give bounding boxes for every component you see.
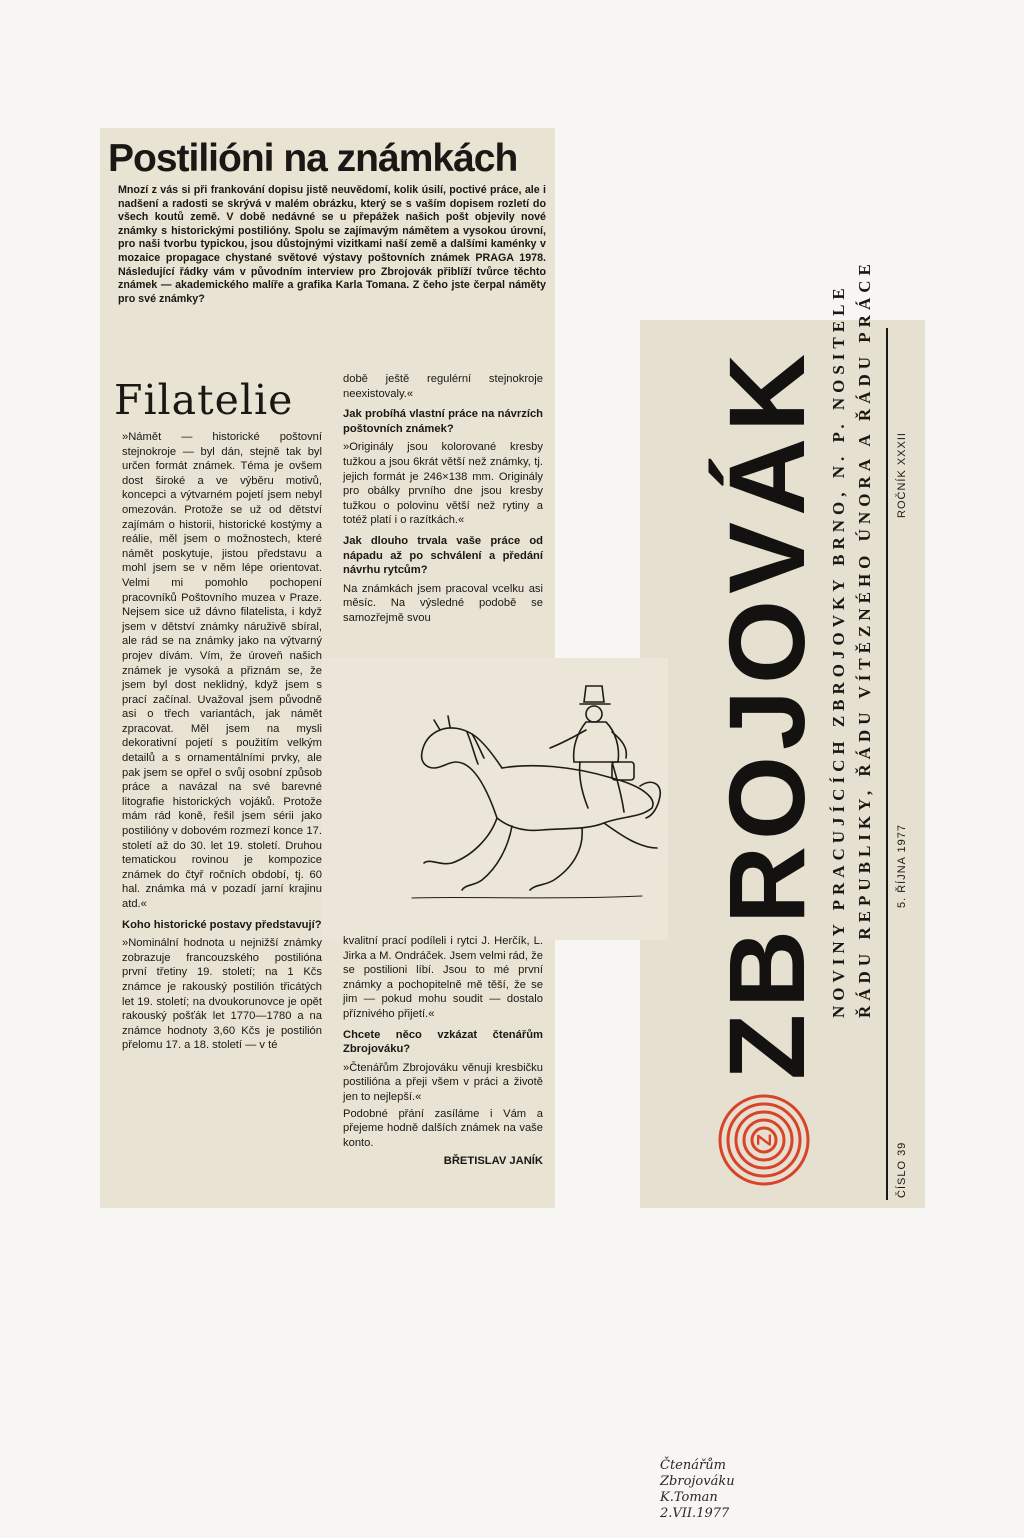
article-column-right-bottom xyxy=(343,934,543,1204)
author-signature: BŘETISLAV JANÍK xyxy=(443,1155,543,1168)
issue-number: ČÍSLO 39 xyxy=(896,1141,908,1198)
paragraph: »Čtenářům Zbrojováku věnuji kresbičku postilióna a přeji všem v práci a životě jen to nejlepší.« xyxy=(343,1061,543,1103)
masthead-subtitle: NOVINY PRACUJÍCÍCH ZBROJOVKY BRNO, N. P. NOSITELE xyxy=(829,283,848,1018)
volume-number: ROČNÍK XXXII xyxy=(896,432,908,518)
horse-rider-drawing xyxy=(322,658,668,940)
article-column-left xyxy=(122,430,322,1204)
paragraph: »Námět — historické poštovní stejnokroje — byl dán, stejně tak byl určen formát známek. Téma je ovšem dost široké a ve výběru motivů, koncepci a výtvarném pojetí jsem nebyl omezován. Protože se už od dětství zajímám o historii, historické kostýmy a reálie, měl jsem o možnostech, které námět poskytuje, jistou představu a mohl jsem se v něm lépe orientovat. Velmi mi pomohlo pochopení pracovníků Poštovního muzea v Praze. Nejsem sice už dávno filatelista, i když jsem v dětství známky náruživě sbíral, ale rád se na známky jako na výtvarný projev dívám. Vím, že úroveň našich známek je vysoká a přiznám se, že jsem byl dost neklidný, když jsem s prací začínal. Uvažoval jsem původně asi o třech variantách, jak námět zpracovat. Měl jsem na mysli dekorativní pojetí s použitím velkým detailů a s ornamentálními prvky, ale pak jsem se opřel o svůj osobní způsob práce a navázal na své barevné litografie historických vojáků. Protože mám rád koně, řešil jsem sérii jako postilióny v dobovém rozmezí konce 17. století až do 30. let 19. století. Druhou tematickou rovinou je kompozice známek do čtyř ročních období, tj. 60 hal. známka má v pozadí jarní krajinu atd.« xyxy=(122,431,322,910)
issue-date: 5. ŘÍJNA 1977 xyxy=(896,824,908,908)
section-title: Filatelie xyxy=(114,376,294,424)
article-lead: Mnozí z vás si při frankování dopisu jistě neuvědomí, kolik úsilí, poctivé práce, ale i nadšení a radosti se skrývá v malém obrázku, který se s vaším dopisem rozletí do všech koutů země. V době nedávné se u přepážek našich pošt objevily nové známky s historickými postilióny. Spolu se zajímavým námětem a vysokou úrovní, pro naši tvorbu typickou, jsou důstojnými vizitkami naší země a dalšími kaménky v mozaice propagace chystané světové výstavy poštovních známek PRAGA 1978. Následující řádky vám v původním interview pro Zbrojovák přiblíží tvůrce těchto známek — akademického malíře a grafika Karla Tomana. Z čeho jste čerpal náměty pro své známky? xyxy=(118,184,546,305)
paragraph: »Nominální hodnota u nejnižší známky zobrazuje francouzského postilióna první třetiny 19. století; na 1 Kčs známce je rakouský postilión třicátých let 19. století; na dvoukorunovce je opět rakouský pošťák let 1770—1780 a na známce hodnoty 3,60 Kčs je postilión přelomu 17. a 18. století — v té xyxy=(122,937,322,1052)
dedication-line: 2.VII.1977 xyxy=(660,1506,730,1521)
article-headline: Postilióni na známkách xyxy=(108,137,518,180)
paragraph: »Originály jsou kolorované kresby tužkou a jsou 6krát větší než známky, tj. jejich formát je 246×138 mm. Originály pro obálky prvního dne jsou kresby tužkou o polovinu větší než rytiny a totéž platí i o razítkách.« xyxy=(343,441,543,527)
paragraph: Podobné přání zasíláme i Vám a přejeme hodně dalších známek na vaše konto. xyxy=(343,1107,543,1149)
interview-question: Jak dlouho trvala vaše práce od nápadu až po schválení a předání návrhu rytcům? xyxy=(343,534,543,577)
paragraph: Na známkách jsem pracoval vcelku asi měsíc. Na výsledné podobě se samozřejmě svou xyxy=(343,582,543,624)
logo-letter: Z xyxy=(754,1133,776,1147)
dedication-line: K.Toman xyxy=(660,1490,718,1505)
paragraph: době ještě regulérní stejnokroje neexistovaly.« xyxy=(343,373,543,400)
newspaper-masthead xyxy=(640,259,925,1208)
article-column-right-top xyxy=(343,372,543,652)
interview-question: Koho historické postavy představují? xyxy=(122,918,322,931)
masthead-title: ZBROJOVÁK xyxy=(706,347,827,1080)
masthead-subtitle: ŘÁDU REPUBLIKY, ŘÁDU VÍTĚZNÉHO ÚNORA A ŘÁDU PRÁCE xyxy=(855,259,874,1018)
interview-question: Chcete něco vzkázat čtenářům Zbrojováku? xyxy=(343,1028,543,1056)
interview-question: Jak probíhá vlastní práce na návrzích poštovních známek? xyxy=(343,408,543,435)
dedication-line: Zbrojováku xyxy=(660,1474,735,1489)
paragraph: kvalitní prací podíleli i rytci J. Herčík, L. Jirka a M. Ondráček. Jsem velmi rád, že se postilioni líbí. Jsou to mé první známky a pochopitelně mě těší, že se jim — pokud mohu soudit — dostalo příznivého přijetí.« xyxy=(343,935,543,1020)
masthead-rule xyxy=(886,328,888,1200)
zbrojovka-logo-icon xyxy=(716,1092,812,1188)
dedication-line: Čtenářům xyxy=(660,1458,726,1473)
artist-dedication xyxy=(660,1458,790,1538)
